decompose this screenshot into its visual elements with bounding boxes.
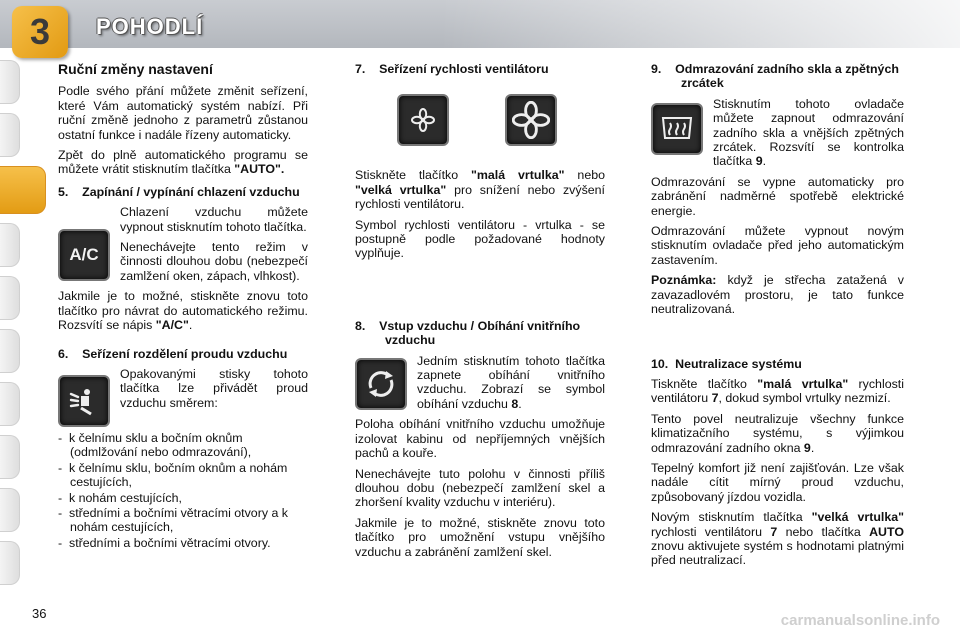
- chapter-tab[interactable]: [0, 276, 20, 320]
- fan-icons-row: [355, 94, 605, 168]
- section-7-title: Seřízení rychlosti ventilátoru: [379, 62, 549, 76]
- section-7-number: 7.: [355, 62, 366, 76]
- chapter-tab[interactable]: [0, 223, 20, 267]
- s8-p2: Poloha obíhání vnitřního vzduchu umožňuje izolovat kabinu od nepříjemných vnějších pachů a kouře.: [355, 417, 605, 461]
- auto-text: Zpět do plně automatického programu se můžete vrátit stisknutím tlačítka: [58, 148, 308, 177]
- right-column: [651, 62, 904, 574]
- section-9-number: 9.: [651, 62, 662, 76]
- section-9-title: Odmrazování zadního skla a zpětných zrcátek: [675, 62, 899, 91]
- chapter-badge: 3: [12, 6, 68, 58]
- section-8-heading: [355, 319, 605, 348]
- recirculation-icon: [355, 358, 407, 410]
- list-item: - středními a bočními větracími otvory a k nohám cestujících,: [58, 505, 288, 535]
- chapter-tab[interactable]: [0, 541, 20, 585]
- chapter-tabs: [0, 60, 24, 594]
- s5-p3: [58, 289, 308, 332]
- ac-icon-label: A/C: [69, 245, 99, 265]
- list-item: - k nohám cestujících,: [58, 490, 182, 505]
- s10-p1: Tiskněte tlačítko "malá vrtulka" rychlosti ventilátoru 7, dokud symbol vrtulky nezmizí.: [651, 376, 904, 406]
- s9-p1: Stisknutím tohoto ovladače můžete zapnout odmrazování zadního skla a vnějších zpětných zrcátek. Rozsvítí se kontrolka tlačítka 9.: [713, 96, 904, 169]
- air-distribution-icon: [58, 375, 110, 427]
- s10-p3: Tepelný komfort již není zajišťován. Lze však nadále cítit mírný proud vzduchu, způsobovaný jízdou vozidla.: [651, 460, 904, 504]
- s9-p4: Poznámka: když je střecha zatažená v zavazadlovém prostoru, je tato funkce neutralizovaná.: [651, 273, 904, 317]
- section-9-heading: [651, 62, 904, 91]
- chapter-tab-active[interactable]: [0, 166, 46, 214]
- intro-paragraph: Podle svého přání můžete změnit seřízení, které Vám automatický systém nabízí. Při ruční změně jednoho z parametrů zůstanou ostatní funkce i nadále řízeny automaticky.: [58, 84, 308, 142]
- s10-p2: Tento povel neutralizuje všechny funkce klimatizačního systému, s výjimkou odmrazování zadního okna 9.: [651, 411, 904, 455]
- chapter-tab[interactable]: [0, 382, 20, 426]
- chapter-tab[interactable]: [0, 435, 20, 479]
- s8-p1: Jedním stisknutím tohoto tlačítka zapnete obíhání vnitřního vzduchu. Zobrazí se symbol obíhání vzduchu 8.: [417, 353, 605, 411]
- chapter-tab[interactable]: [0, 329, 20, 373]
- s7-p1: Stiskněte tlačítko "malá vrtulka" nebo "velká vrtulka" pro snížení nebo zvýšení rychlosti ventilátoru.: [355, 168, 605, 212]
- chapter-tab[interactable]: [0, 60, 20, 104]
- header-fade: [440, 0, 960, 48]
- airflow-options-list: [58, 431, 308, 550]
- auto-label: "AUTO".: [234, 162, 285, 177]
- large-fan-icon: [505, 94, 557, 146]
- chapter-tab[interactable]: [0, 113, 20, 157]
- section-8-number: 8.: [355, 318, 366, 333]
- list-item: - středními a bočními větracími otvory.: [58, 535, 271, 550]
- s5-p1: Chlazení vzduchu můžete vypnout stisknutím tohoto tlačítka.: [120, 205, 308, 234]
- section-6-number: 6.: [58, 346, 69, 361]
- auto-paragraph: [58, 148, 308, 177]
- page-number: 36: [32, 606, 47, 621]
- section-5-title: Zapínání / vypínání chlazení vzduchu: [82, 184, 300, 199]
- section-8-title: Vstup vzduchu / Obíhání vnitřního vzduchu: [379, 318, 581, 348]
- small-fan-icon: [397, 94, 449, 146]
- section-5-number: 5.: [58, 184, 69, 199]
- s6-p1: Opakovanými stisky tohoto tlačítka lze přivádět proud vzduchu směrem:: [120, 366, 308, 410]
- s5-p3-bold: "A/C": [155, 318, 189, 333]
- section-6-heading: [58, 347, 308, 361]
- middle-column: [355, 62, 605, 565]
- section-7-heading: [355, 62, 605, 76]
- s9-p3: Odmrazování můžete vypnout novým stisknutím ovladače před jeho automatickým zastavením.: [651, 224, 904, 267]
- s8-p3: Nenechávejte tuto polohu v činnosti příliš dlouhou dobu (nebezpečí zamlžení skel a zhoršení kvality vzduchu v interiéru).: [355, 466, 605, 510]
- page-title: POHODLÍ: [96, 14, 204, 39]
- chapter-tab[interactable]: [0, 488, 20, 532]
- ac-button-icon: [58, 229, 110, 281]
- section-10-number: 10.: [651, 356, 669, 371]
- left-column: [58, 62, 308, 551]
- list-item: - k čelnímu sklu, bočním oknům a nohám cestujících,: [58, 460, 288, 490]
- section-10-title: Neutralizace systému: [675, 356, 802, 371]
- s7-p2: Symbol rychlosti ventilátoru - vrtulka - se postupně podle požadované hodnoty vyplňuje.: [355, 217, 605, 261]
- s5-p3-end: .: [188, 318, 193, 333]
- section-5-heading: [58, 185, 308, 199]
- s8-p4: Jakmile je to možné, stiskněte znovu toto tlačítko pro umožnění vstupu vnějšího vzduchu a zabránění zamlžení skel.: [355, 515, 605, 559]
- s5-p2: Nenechávejte tento režim v činnosti dlouhou dobu (nebezpečí zamlžení oken, zápach, vlhkost).: [120, 240, 308, 283]
- s5-p3-text: Jakmile je to možné, stiskněte znovu toto tlačítko pro návrat do automatického režimu. Rozsvítí se nápis: [58, 289, 308, 333]
- section-6-title: Seřízení rozdělení proudu vzduchu: [82, 346, 288, 361]
- rear-defrost-icon: [651, 103, 703, 155]
- s9-p2: Odmrazování se vypne automaticky pro zabránění nadměrné spotřebě elektrické energie.: [651, 174, 904, 218]
- section-10-heading: [651, 357, 904, 371]
- s10-p4: Novým stisknutím tlačítka "velká vrtulka" rychlosti ventilátoru 7 nebo tlačítka AUTO znovu aktivujete systém s hodnotami platnými před neutralizací.: [651, 510, 904, 568]
- list-item: - k čelnímu sklu a bočním oknům (odmlžování nebo odmrazování),: [58, 430, 252, 460]
- section-heading: Ruční změny nastavení: [58, 61, 213, 77]
- watermark: carmanualsonline.info: [780, 612, 940, 629]
